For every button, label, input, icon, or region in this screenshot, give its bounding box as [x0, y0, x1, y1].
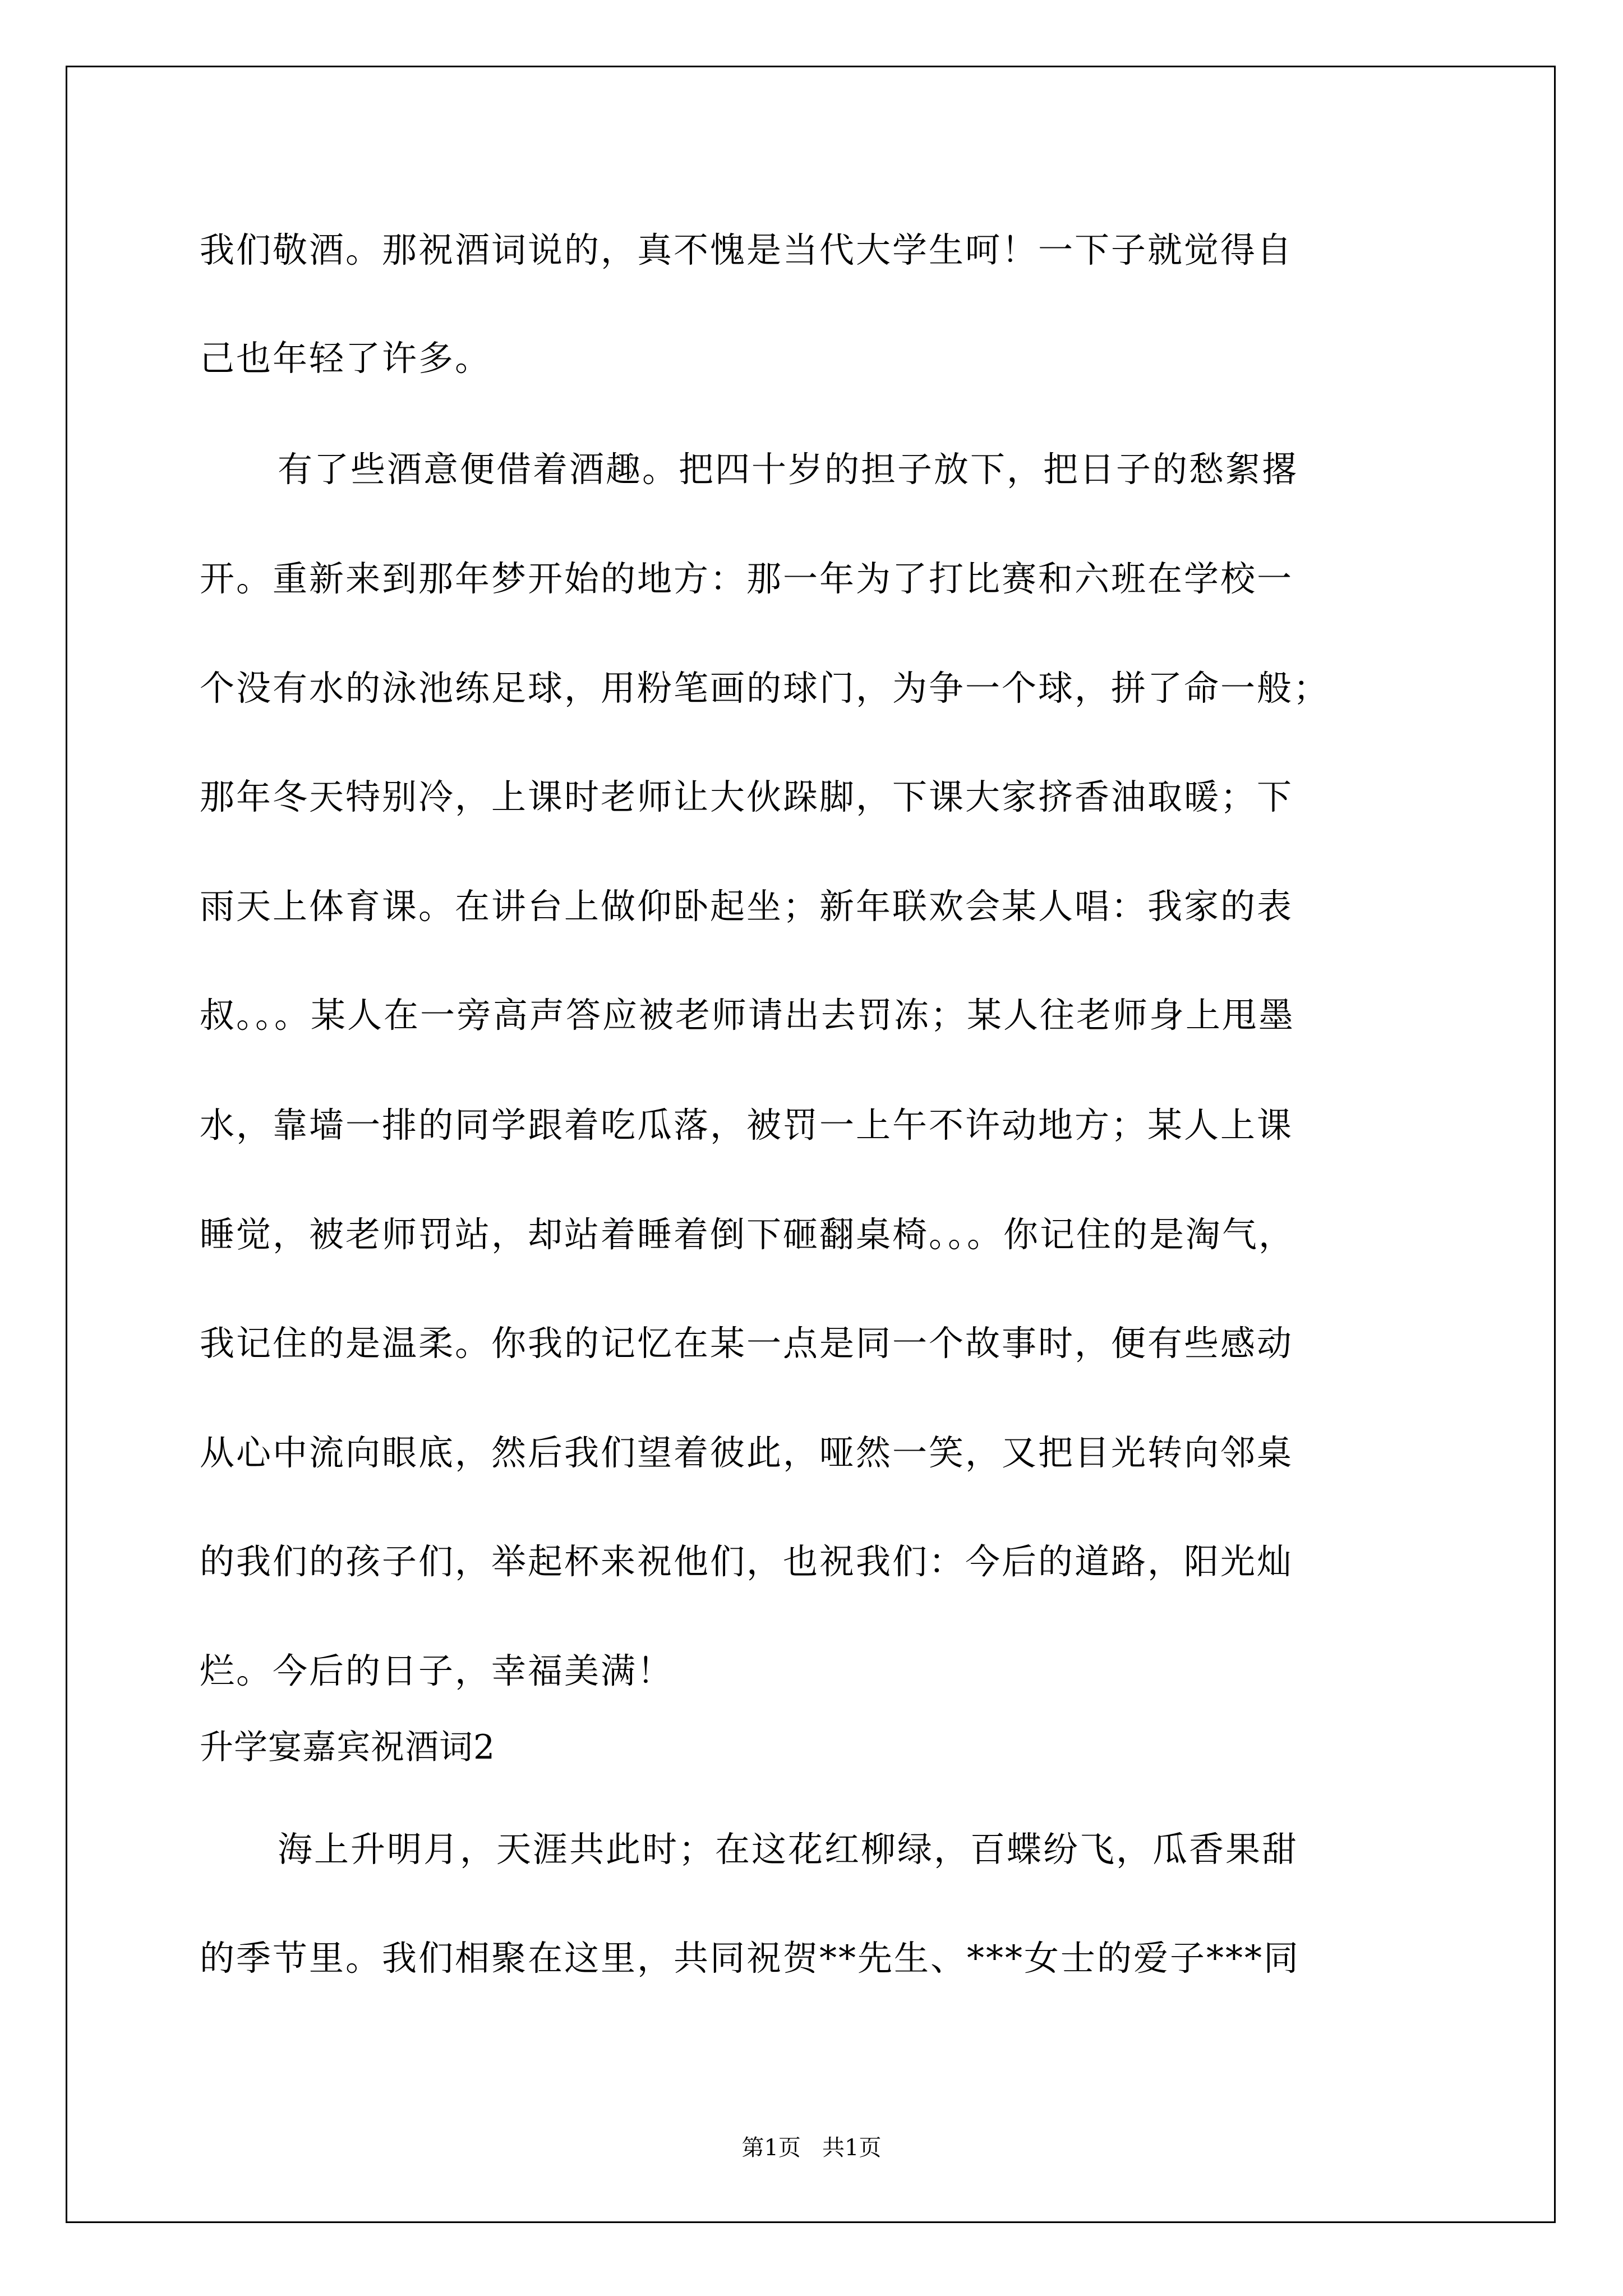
paragraph-line: 我们敬酒。那祝酒词说的，真不愧是当代大学生呵！一下子就觉得自: [200, 229, 1294, 270]
paragraph-line: 的我们的孩子们，举起杯来祝他们，也祝我们：今后的道路，阳光灿: [200, 1541, 1294, 1582]
paragraph-line: 那年冬天特别冷，上课时老师让大伙跺脚，下课大家挤香油取暖；下: [200, 776, 1294, 817]
paragraph-line: 己也年轻了许多。: [200, 338, 492, 379]
paragraph-line: 有了些酒意便借着酒趣。把四十岁的担子放下，把日子的愁絮撂: [278, 449, 1299, 490]
page-footer: 第1页 共1页: [741, 2135, 882, 2161]
paragraph-line: 叔。。。某人在一旁高声答应被老师请出去罚冻；某人往老师身上甩墨: [200, 995, 1295, 1036]
paragraph-line: 海上升明月，天涯共此时；在这花红柳绿，百蝶纷飞，瓜香果甜: [278, 1829, 1299, 1870]
paragraph-line: 水，靠墙一排的同学跟着吃瓜落，被罚一上午不许动地方；某人上课: [200, 1105, 1294, 1145]
paragraph-line: 开。重新来到那年梦开始的地方：那一年为了打比赛和六班在学校一: [200, 558, 1294, 599]
paragraph-line: 从心中流向眼底，然后我们望着彼此，哑然一笑，又把目光转向邻桌: [200, 1432, 1294, 1473]
paragraph-line: 个没有水的泳池练足球，用粉笔画的球门，为争一个球，拼了命一般；: [200, 668, 1330, 708]
paragraph-line: 雨天上体育课。在讲台上做仰卧起坐；新年联欢会某人唱：我家的表: [200, 886, 1294, 927]
paragraph-line: 烂。今后的日子，幸福美满！: [200, 1650, 674, 1691]
paragraph-line: 睡觉，被老师罚站，却站着睡着倒下砸翻桌椅。。。你记住的是淘气，: [200, 1214, 1295, 1255]
section-heading: 升学宴嘉宾祝酒词2: [200, 1728, 496, 1767]
paragraph-line: 我记住的是温柔。你我的记忆在某一点是同一个故事时，便有些感动: [200, 1323, 1294, 1364]
paragraph-line: 的季节里。我们相聚在这里，共同祝贺**先生、***女士的爱子***同: [200, 1938, 1301, 1978]
